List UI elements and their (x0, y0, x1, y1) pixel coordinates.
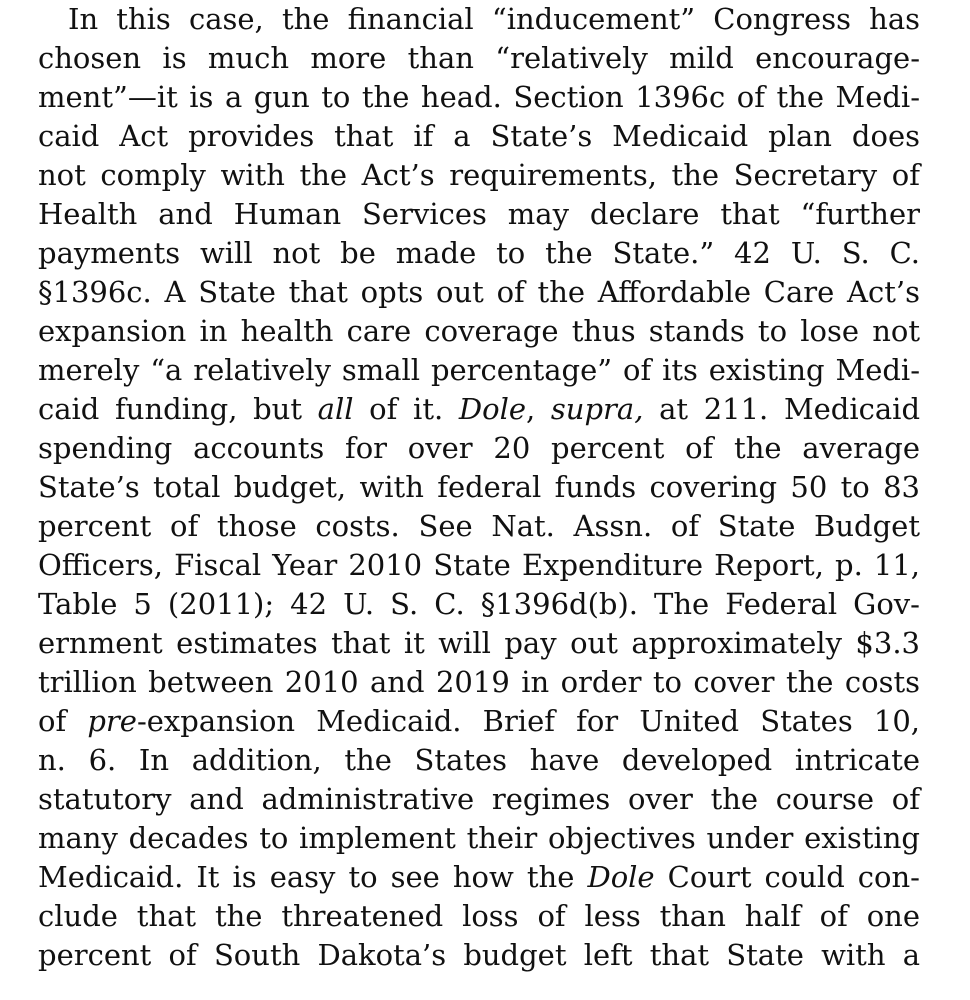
text-line (38, 624, 920, 663)
text-segment: Officers, Fiscal Year 2010 State Expenditure Report, p. 11, (38, 548, 920, 582)
italic-text-segment: all (317, 392, 354, 426)
text-line (38, 273, 920, 312)
text-segment: , (526, 392, 551, 426)
text-line (38, 663, 920, 702)
text-segment: Health and Human Services may declare that “further (38, 197, 920, 231)
italic-text-segment: supra, (550, 392, 644, 426)
text-segment: ment”—it is a gun to the head. Section 1396c of the Medi- (38, 80, 920, 114)
text-segment: merely “a relatively small percentage” of its existing Medi- (38, 353, 920, 387)
text-line (38, 780, 920, 819)
text-segment: Table 5 (2011); 42 U. S. C. §1396d(b). The Federal Gov- (38, 587, 920, 621)
text-segment: percent of South Dakota’s budget left that State with a (38, 938, 920, 972)
text-line (38, 741, 920, 780)
text-segment: clude that the threatened loss of less than half of one (38, 899, 920, 933)
text-line (38, 702, 920, 741)
text-segment: ernment estimates that it will pay out approximately $3.3 (38, 626, 920, 660)
text-line (38, 468, 920, 507)
text-segment: In this case, the financial “inducement” Congress has (68, 2, 920, 36)
text-line (68, 0, 920, 39)
text-segment: caid funding, but (38, 392, 318, 426)
text-segment: §1396c. A State that opts out of the Affordable Care Act’s (38, 275, 920, 309)
text-line (38, 156, 920, 195)
text-line (38, 429, 920, 468)
text-line (38, 897, 920, 936)
text-line (38, 390, 920, 429)
text-line (38, 507, 920, 546)
text-segment: n. 6. In addition, the States have developed intricate (38, 743, 920, 777)
text-segment: at 211. Medicaid (643, 392, 921, 426)
text-line (38, 312, 920, 351)
text-segment: -expansion Medicaid. Brief for United States 10, (136, 704, 920, 738)
text-line (38, 351, 920, 390)
italic-text-segment: Dole (587, 860, 655, 894)
text-segment: chosen is much more than “relatively mild encourage- (38, 41, 920, 75)
text-segment: Court could con- (654, 860, 920, 894)
text-segment: caid Act provides that if a State’s Medicaid plan does (38, 119, 920, 153)
text-segment: payments will not be made to the State.” 42 U. S. C. (38, 236, 920, 270)
text-line (38, 39, 920, 78)
text-line (38, 78, 920, 117)
text-line (38, 585, 920, 624)
italic-text-segment: Dole (458, 392, 527, 426)
text-segment: of it. (353, 392, 459, 426)
text-segment: spending accounts for over 20 percent of the average (38, 431, 920, 465)
text-line (38, 195, 920, 234)
text-segment: expansion in health care coverage thus stands to lose not (38, 314, 920, 348)
text-line (38, 117, 920, 156)
text-line (38, 234, 920, 273)
text-segment: statutory and administrative regimes over the course of (38, 782, 920, 816)
text-segment: State’s total budget, with federal funds covering 50 to 83 (38, 470, 920, 504)
text-segment: many decades to implement their objectives under existing (38, 821, 920, 855)
text-segment: of (38, 704, 88, 738)
text-line (38, 936, 920, 975)
text-line (38, 546, 920, 585)
text-segment: trillion between 2010 and 2019 in order to cover the costs (38, 665, 920, 699)
text-segment: percent of those costs. See Nat. Assn. of State Budget (38, 509, 920, 543)
text-line (38, 858, 920, 897)
text-segment: Medicaid. It is easy to see how the (38, 860, 588, 894)
italic-text-segment: pre (87, 704, 137, 738)
text-line (38, 819, 920, 858)
text-segment: not comply with the Act’s requirements, the Secretary of (38, 158, 920, 192)
